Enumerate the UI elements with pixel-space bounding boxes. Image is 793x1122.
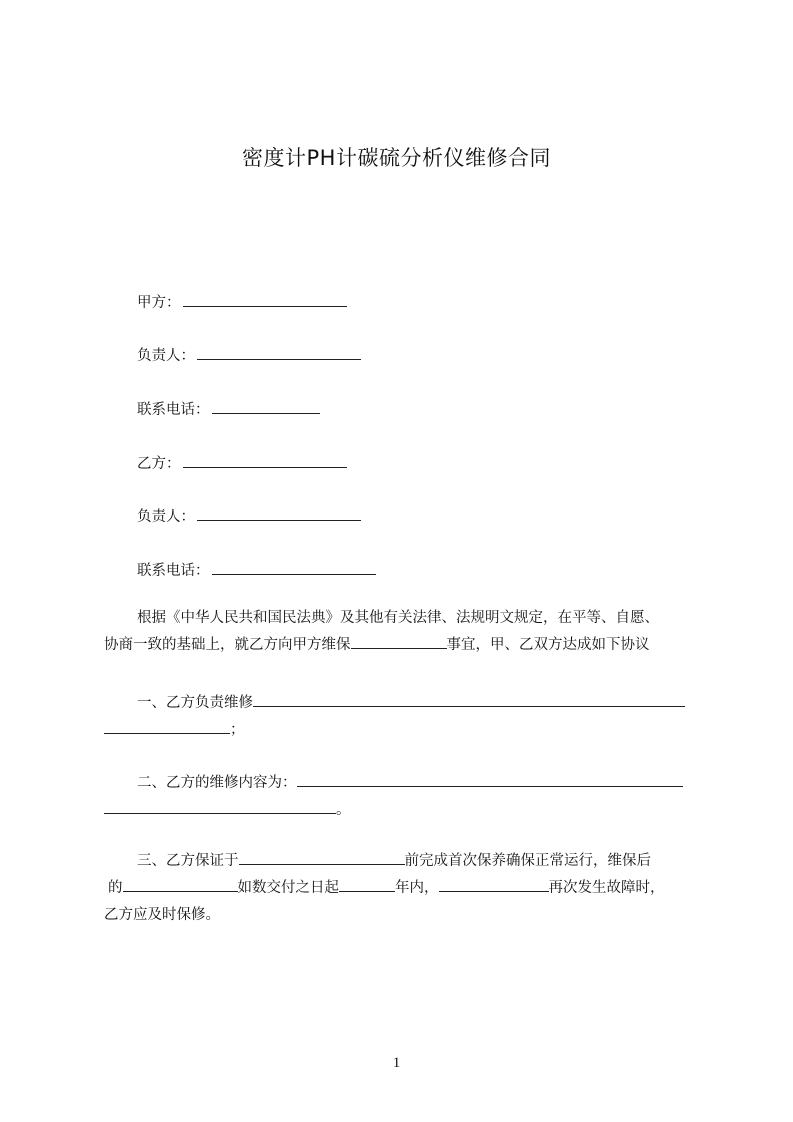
clause-3-item-blank <box>123 877 238 892</box>
party-a-label: 甲方： <box>137 295 181 311</box>
page-number: 1 <box>392 1055 401 1071</box>
party-a-phone-field <box>137 399 320 420</box>
clause-2-end: 。 <box>336 802 351 818</box>
party-a-manager-blank <box>197 345 361 360</box>
clause-3-part-c: 的 <box>108 880 123 896</box>
party-b-field <box>137 453 347 474</box>
contract-title: 密度计PH计碳硫分析仪维修合同 <box>242 146 551 170</box>
preamble-line-2-end: 事宜，甲、乙双方达成如下协议 <box>446 637 650 653</box>
clause-1-blank <box>253 692 685 707</box>
party-b-blank <box>183 453 347 468</box>
clause-1-text: 一、乙方负责维修 <box>137 695 253 711</box>
clause-3-years-blank <box>339 877 395 892</box>
clause-2-blank-continued <box>104 799 336 814</box>
preamble-line-1: 根据《中华人民共和国民法典》及其他有关法律、法规明文规定，在平等、自愿、 <box>137 610 659 626</box>
clause-3-condition-blank <box>439 877 549 892</box>
party-a-manager-field <box>137 345 361 366</box>
preamble-line-2-start: 协商一致的基础上，就乙方向甲方维保 <box>104 637 351 653</box>
clause-3-part-f: 再次发生故障时， <box>548 880 665 896</box>
clause-1-blank-continued <box>104 719 230 734</box>
clause-1 <box>104 690 704 744</box>
clause-3-part-g: 乙方应及时保修。 <box>104 907 220 923</box>
party-b-manager-blank <box>197 506 361 521</box>
clause-3-part-e: 年内， <box>395 880 439 896</box>
clause-3-part-b: 前完成首次保养确保正常运行，维保后 <box>404 853 651 869</box>
party-a-phone-blank <box>212 399 320 414</box>
clause-3-part-a: 三、乙方保证于 <box>137 853 239 869</box>
preamble-paragraph <box>104 605 704 659</box>
party-a-phone-label: 联系电话： <box>137 402 210 418</box>
party-b-manager-label: 负责人： <box>137 509 195 525</box>
party-a-blank <box>183 292 347 307</box>
clause-2-text: 二、乙方的维修内容为： <box>137 775 297 791</box>
party-b-phone-field <box>137 560 376 581</box>
clause-3 <box>104 848 704 929</box>
clause-2 <box>104 770 704 824</box>
party-a-manager-label: 负责人： <box>137 348 195 364</box>
party-b-phone-label: 联系电话： <box>137 563 210 579</box>
clause-2-blank <box>297 772 683 787</box>
clause-3-part-d: 如数交付之日起 <box>237 880 339 896</box>
party-b-phone-blank <box>212 560 376 575</box>
party-a-field <box>137 292 347 313</box>
service-item-blank <box>351 634 447 649</box>
party-b-manager-field <box>137 506 361 527</box>
party-b-label: 乙方： <box>137 456 181 472</box>
clause-1-end: ； <box>230 722 245 738</box>
clause-3-date-blank <box>239 850 405 865</box>
